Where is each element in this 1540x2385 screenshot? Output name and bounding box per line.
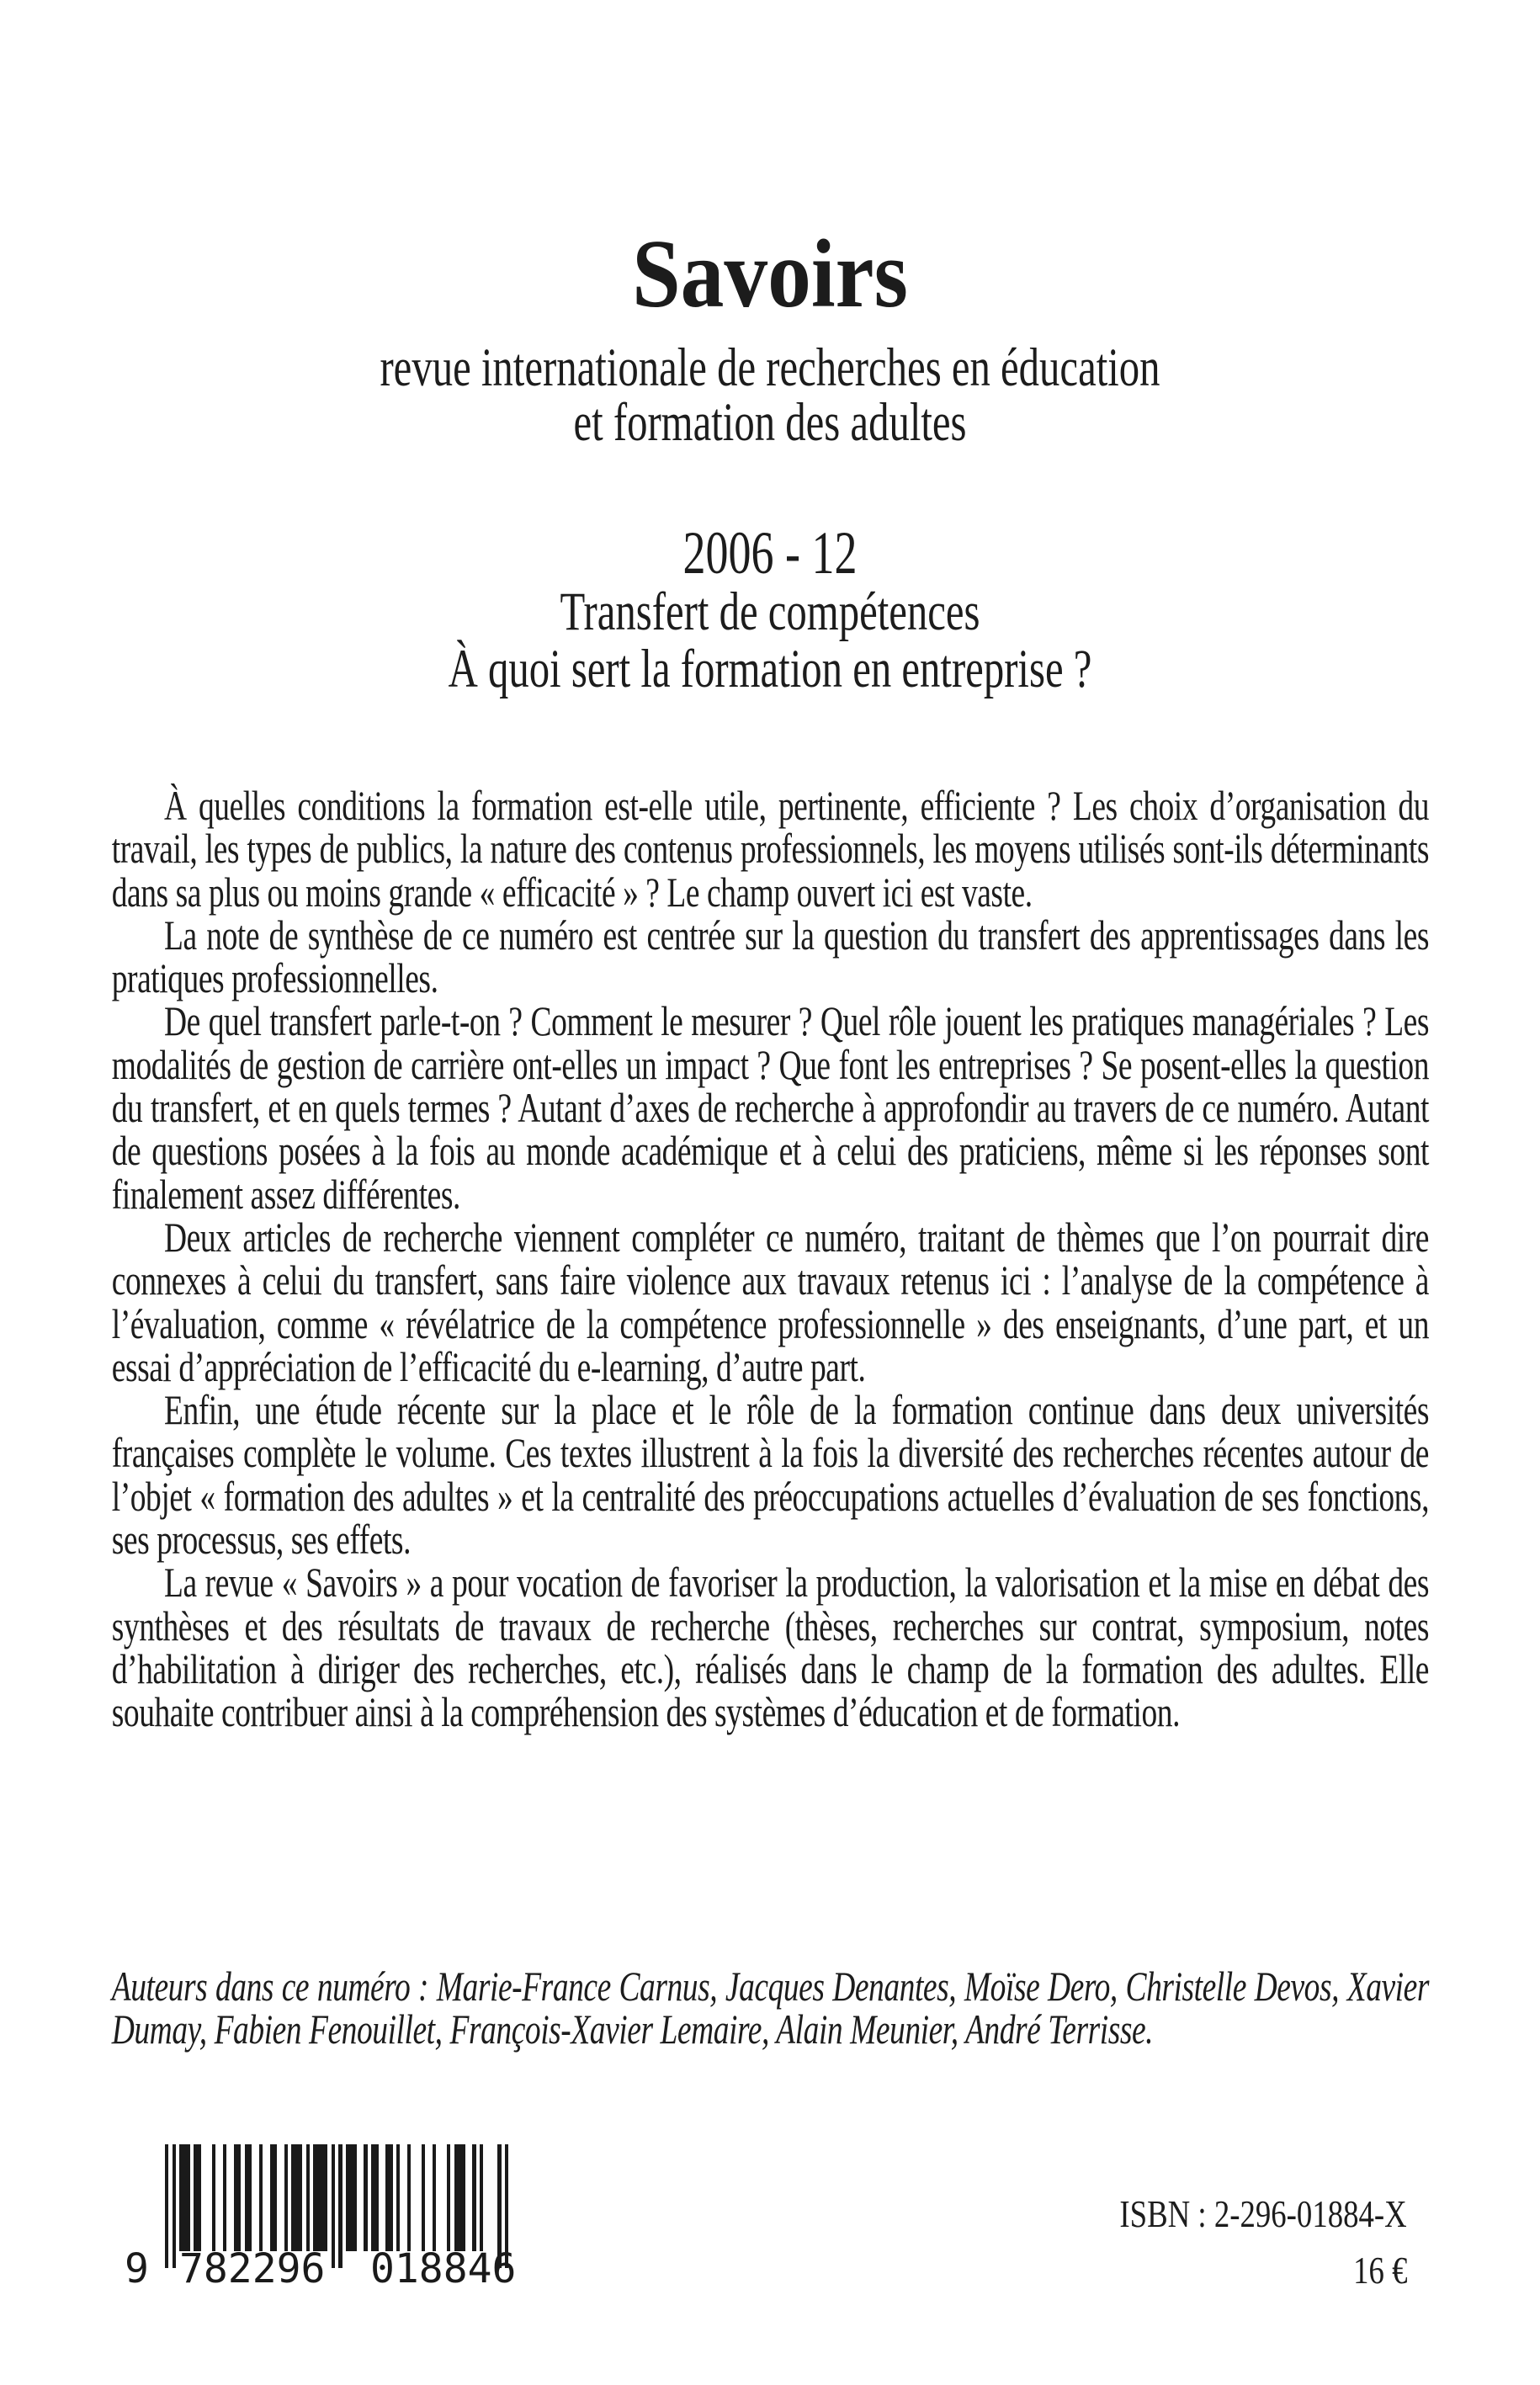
barcode-bar: [291, 2144, 302, 2251]
issue-number: 2006 - 12: [682, 519, 858, 587]
barcode-bar: [385, 2144, 393, 2251]
authors-note: Auteurs dans ce numéro : Marie-France Carnus, Jacques Denantes, Moïse Dero, Christelle Devos, Xavier Dumay, Fabien Fenouillet, François-Xavier Lemaire, Alain Meunier, André Terrisse.: [111, 1963, 1429, 2053]
price-text: 16 €: [1352, 2249, 1407, 2292]
barcode-space: [400, 2144, 407, 2251]
journal-subtitle: [0, 337, 1540, 453]
barcode-space: [263, 2144, 270, 2251]
barcode-bar: [371, 2144, 379, 2251]
barcode-bar: [194, 2144, 201, 2251]
barcode-space: [436, 2144, 447, 2251]
barcode-digits-left: 782296: [179, 2245, 326, 2292]
paragraph: La revue « Savoirs » a pour vocation de favoriser la production, la valorisation et la mise en débat des synthèses et des résultats de travaux de recherche (thèses, recherches sur contrat, symposium, notes d’habilitation à diriger des recherches, etc.), réalisés dans le champ de la formation des adultes. Elle souhaite contribuer ainsi à la compréhension des systèmes d’éducation et de formation.: [111, 1559, 1429, 1736]
paragraph: La note de synthèse de ce numéro est centrée sur la question du transfert des apprentissages dans les pratiques professionnelles.: [111, 911, 1429, 1002]
barcode-bar: [234, 2144, 242, 2251]
journal-title: Savoirs: [632, 220, 908, 327]
paragraph: De quel transfert parle-t-on ? Comment le mesurer ? Quel rôle jouent les pratiques managériales ? Les modalités de gestion de carrière ont-elles un impact ? Que font les entreprises ? Se posent-elles la question du transfert, et en quels termes ? Autant d’axes de recherche à approfondir au travers de ce numéro. Autant de questions posées à la fois au monde académique et à celui des praticiens, même si les réponses sont finalement assez différentes.: [111, 997, 1429, 1218]
paragraph: Enfin, une étude récente sur la place et le rôle de la formation continue dans deux universités françaises complète le volume. Ces textes illustrent à la fois la diversité des recherches récentes autour de l’objet « formation des adultes » et la centralité des préoccupations actuelles d’évaluation de ses fonctions, ses processus, ses effets.: [111, 1386, 1429, 1564]
barcode-digit-first: 9: [125, 2245, 149, 2292]
issue-theme-line-2: À quoi sert la formation en entreprise ?: [448, 639, 1092, 699]
barcode-digits-right: 018846: [370, 2245, 517, 2292]
barcode-space: [201, 2144, 212, 2251]
barcode-bar: [454, 2144, 465, 2251]
paragraph: À quelles conditions la formation est-elle utile, pertinente, efficiente ? Les choix d’organisation du travail, les types de publics, la nature des contenus professionnels, les moyens utilisés sont-ils déterminants dans sa plus ou moins grande « efficacité » ? Le champ ouvert ici est vaste.: [111, 782, 1429, 916]
barcode-bar: [245, 2144, 252, 2251]
barcode-bar: [346, 2144, 357, 2251]
barcode-space: [425, 2144, 433, 2251]
barcode-space: [357, 2144, 364, 2251]
barcode-space: [215, 2144, 223, 2251]
barcode-space: [277, 2144, 284, 2251]
issue-theme: [0, 583, 1540, 698]
journal-subtitle-line-2: et formation des adultes: [573, 392, 967, 453]
barcode-bar: [270, 2144, 278, 2251]
barcode-bar: [313, 2144, 327, 2251]
barcode-bar: [179, 2144, 190, 2251]
isbn-text: ISBN : 2-296-01884-X: [1119, 2192, 1407, 2235]
paragraph: Deux articles de recherche viennent compléter ce numéro, traitant de thèmes que l’on pourrait dire connexes à celui du transfert, sans faire violence aux travaux retenus ici : l’analyse de la compétence à l’évaluation, comme « révélatrice de la compétence professionnelle » des enseignants, d’une part, et un essai d’appréciation de l’efficacité du e-learning, d’autre part.: [111, 1213, 1429, 1390]
barcode-space: [252, 2144, 259, 2251]
barcode-space: [379, 2144, 386, 2251]
barcode-space: [483, 2144, 497, 2251]
barcode-space: [411, 2144, 422, 2251]
barcode-space: [226, 2144, 234, 2251]
issue-theme-line-1: Transfert de compétences: [560, 582, 980, 642]
barcode-space: [465, 2144, 473, 2251]
body-paragraphs: [112, 784, 1429, 1734]
journal-subtitle-line-1: revue internationale de recherches en éducation: [380, 337, 1160, 398]
